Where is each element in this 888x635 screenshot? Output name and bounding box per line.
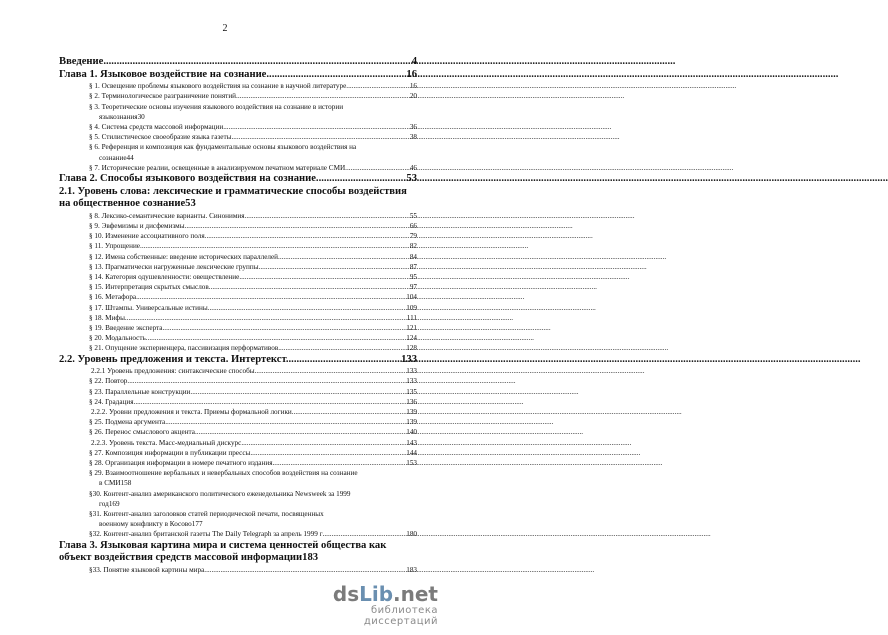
toc-s9[interactable]: [59, 221, 417, 231]
toc-s5[interactable]: [59, 132, 417, 142]
toc-page-number: 36: [409, 123, 417, 131]
toc-s6[interactable]: [59, 142, 417, 162]
toc-dot-leader: [266, 69, 406, 82]
toc-dot-leader: [323, 529, 407, 539]
toc-page-number: 133: [406, 377, 417, 386]
toc-entry-title-line1: §30. Контент-анализ американского политического еженедельника Newsweek за 1999: [89, 489, 351, 498]
toc-entry-title-line2: объект воздействия средств массовой информации: [59, 552, 303, 564]
toc-intro[interactable]: [59, 56, 417, 69]
toc-dot-leader: [241, 272, 410, 282]
toc-page-number: 109: [406, 303, 417, 312]
toc-s22[interactable]: [59, 376, 417, 386]
toc-entry-title-line2: в СМИ: [99, 479, 121, 488]
toc-page-number: 128: [406, 344, 417, 353]
toc-entry-title: § 21. Опущение экспериенцера, пассивизация перформативов.: [89, 344, 281, 353]
toc-s10[interactable]: [59, 231, 417, 241]
toc-page-number: 82: [409, 242, 417, 251]
toc-s16[interactable]: [59, 292, 417, 302]
toc-page-number: 79: [409, 232, 417, 241]
toc-entry-title: § 26. Перенос смыслового акцента: [89, 428, 195, 437]
toc-s14[interactable]: [59, 272, 417, 282]
toc-page-number: 139: [406, 418, 417, 427]
toc-s31[interactable]: [59, 509, 417, 529]
toc-dot-leader: [125, 313, 407, 323]
toc-page-number: 180: [406, 530, 417, 539]
toc-chapter-3[interactable]: [59, 540, 417, 565]
toc-page-number: 133: [406, 367, 417, 376]
toc-dot-leader: [316, 173, 406, 186]
toc-page-number: 104: [406, 293, 417, 302]
toc-page-number: 183: [406, 565, 417, 574]
toc-entry-title: § 5. Стилистическое своеобразие языка газеты: [89, 133, 232, 142]
toc-chapter-2[interactable]: [59, 173, 417, 186]
toc-page-number: 143: [406, 438, 417, 447]
toc-entry-title: § 14. Категория одушевленности: овеществление.: [89, 273, 242, 282]
dslib-subtitle: библиотека диссертаций: [363, 605, 438, 627]
toc-s13[interactable]: [59, 262, 417, 272]
toc-entry-title: 2.2. Уровень предложения и текста. Интертекст.: [59, 353, 289, 365]
toc-page-number: 153: [406, 459, 417, 468]
toc-page-number: 124: [406, 334, 417, 343]
dslib-logo: dsLib.net: [332, 582, 438, 606]
toc-s4[interactable]: [59, 122, 417, 132]
toc-entry-title: § 2. Терминологическое разграничение понятий: [89, 92, 237, 101]
toc-page-number: 140: [406, 428, 417, 437]
toc-entry-title-line1: 2.1. Уровень слова: лексические и грамматические способы воздействия: [59, 185, 407, 197]
toc-s25[interactable]: [59, 417, 417, 427]
toc-entry-title: Глава 2. Способы языкового воздействия на сознание: [59, 173, 316, 185]
toc-entry-title: § 22. Повтор: [89, 377, 128, 386]
toc-s24[interactable]: [59, 397, 417, 407]
toc-entry-title-line1: §31. Контент-анализ заголовков статей периодической печати, посвященных: [89, 510, 324, 519]
toc-dot-leader: [185, 221, 410, 231]
toc-dot-leader: [278, 252, 410, 262]
toc-s29[interactable]: [59, 468, 417, 488]
toc-entry-title: § 9. Эвфемизмы и дисфемизмы: [89, 222, 185, 230]
toc-s11[interactable]: [59, 241, 417, 251]
toc-chapter-1[interactable]: [59, 69, 417, 82]
toc-page-number: 16: [409, 82, 417, 91]
toc-dot-leader: [162, 323, 406, 333]
toc-page-number: 158: [120, 479, 132, 488]
toc-s15[interactable]: [59, 282, 417, 292]
toc-s20[interactable]: [59, 333, 417, 343]
toc-s12[interactable]: [59, 252, 417, 262]
toc-entry-title: § 23. Параллельные конструкции: [89, 387, 191, 396]
toc-s19[interactable]: [59, 323, 417, 333]
toc-2-2-2[interactable]: [59, 407, 417, 417]
toc-page-number: 16: [406, 68, 417, 80]
toc-dot-leader: [165, 417, 406, 427]
toc-page-number: 84: [409, 252, 417, 261]
toc-dot-leader: [146, 333, 406, 343]
toc-entry-title: § 27. Композиция информации в публикации прессы.: [89, 448, 253, 457]
toc-entry-title: § 11. Упрощение: [89, 242, 141, 251]
toc-section-2-1[interactable]: [59, 186, 417, 211]
toc-entry-title: § 16. Метафора: [89, 293, 137, 302]
toc-entry-title: § 20. Модальность: [89, 334, 146, 343]
toc-dot-leader: [259, 262, 410, 272]
toc-entry-title: § 15. Интерпретация скрытых смыслов: [89, 283, 209, 292]
toc-s32[interactable]: [59, 529, 417, 539]
toc-dot-leader: [252, 448, 406, 458]
toc-page-number: 4: [411, 56, 417, 67]
toc-page-number: 55: [409, 211, 417, 220]
toc-s1[interactable]: [59, 81, 417, 91]
toc-entry-title: Глава 1. Языковое воздействие на сознание: [59, 68, 267, 80]
toc-entry-title: 2.2.2. Уровни предложения и текста. Приемы формальной логики.: [91, 408, 294, 417]
toc-2-2-1[interactable]: [59, 366, 417, 376]
toc-entry-title: § 4. Система средств массовой информации: [89, 123, 224, 131]
toc-entry-title: § 28. Организация информации в номере печатного издания.: [89, 459, 275, 468]
toc-dot-leader: [348, 81, 410, 91]
toc-2-2-3[interactable]: [59, 438, 417, 448]
toc-page-number: 46: [409, 163, 417, 172]
toc-entry-title-line1: § 29. Взаимоотношение вербальных и невербальных способов воздействия на сознание: [89, 469, 358, 478]
toc-dot-leader: [136, 292, 406, 302]
toc-dot-leader: [289, 354, 402, 367]
toc-entry-title: § 8. Лексико-семантические варианты. Синонимия.: [89, 211, 247, 220]
toc-entry-title-line2: военному конфликту в Косово: [99, 520, 192, 529]
toc-entry-title: 2.2.1 Уровень предложения: синтаксические способы.: [91, 367, 257, 376]
toc-s30[interactable]: [59, 489, 417, 509]
toc-s17[interactable]: [59, 303, 417, 313]
toc-page-number: 44: [126, 153, 134, 162]
toc-section-2-2[interactable]: [59, 354, 417, 367]
toc-entry-title-line1: § 3. Теоретические основы изучения языкового воздействия на сознание в истории: [89, 102, 344, 111]
toc-page-number: 97: [409, 283, 417, 292]
toc-dot-leader: [205, 231, 410, 241]
toc-s26[interactable]: [59, 427, 417, 437]
toc-dot-leader: [208, 303, 407, 313]
toc-s2[interactable]: [59, 91, 417, 101]
toc-page-number: 133: [401, 353, 417, 365]
toc-entry-title: § 1. Освещение проблемы языкового воздействия на сознание в научной литературе.: [89, 82, 349, 91]
toc-page-number: 66: [409, 222, 417, 230]
toc-s18[interactable]: [59, 313, 417, 323]
toc-s7[interactable]: [59, 163, 417, 173]
toc-page-number: 30: [137, 112, 145, 121]
toc-entry-title-line2: языкознания: [99, 112, 138, 121]
toc-dot-leader: [294, 407, 407, 417]
toc-page-number: 53: [406, 173, 417, 185]
toc-dot-leader: [236, 91, 410, 101]
dslib-watermark: [318, 583, 438, 627]
toc-entry-title: § 18. Мифы: [89, 313, 125, 322]
toc-dot-leader: [127, 376, 406, 386]
toc-entry-title: §32. Контент-анализ британской газеты The Daily Telegraph за апрель 1999 г: [89, 530, 323, 539]
toc-page-number: 95: [409, 273, 417, 282]
toc-page-number: 53: [185, 198, 196, 210]
page-number: 2: [222, 23, 228, 34]
toc-dot-leader: [140, 241, 410, 251]
toc-entry-title-line1: § 6. Референция и композиция как фундаментальные основы языкового воздействия на: [89, 143, 357, 152]
toc-entry-title-line2: сознание: [99, 153, 127, 162]
toc-dot-leader: [135, 397, 406, 407]
toc-s23[interactable]: [59, 387, 417, 397]
toc-entry-title: § 25. Подмена аргумента: [89, 418, 166, 427]
toc-entry-title: § 17. Штампы. Универсальные истины: [89, 303, 208, 312]
toc-page-number: 121: [406, 324, 417, 333]
toc-s28[interactable]: [59, 458, 417, 468]
toc-entry-title: §33. Понятие языковой картины мира.: [89, 565, 207, 574]
toc-page-number: 87: [409, 262, 417, 271]
toc-page-number: 38: [409, 133, 417, 142]
toc-dot-leader: [345, 163, 410, 173]
toc-entry-title: § 12. Имена собственные: введение исторических параллелей: [89, 252, 279, 261]
table-of-contents: [59, 56, 417, 575]
toc-page-number: 139: [406, 408, 417, 417]
toc-entry-title: § 10. Изменение ассоциативного поля: [89, 232, 205, 241]
toc-dot-leader: [280, 343, 406, 353]
toc-dot-leader: [256, 366, 406, 376]
toc-s21[interactable]: [59, 343, 417, 353]
toc-s27[interactable]: [59, 448, 417, 458]
toc-page-number: 144: [406, 448, 417, 457]
toc-dot-leader: [243, 438, 406, 448]
toc-s8[interactable]: [59, 211, 417, 221]
toc-dot-leader: [190, 387, 406, 397]
toc-page-number: 135: [406, 387, 417, 396]
toc-page-number: 111: [406, 313, 417, 322]
toc-dot-leader: [209, 282, 410, 292]
toc-entry-title-line2: на общественное сознание: [59, 198, 186, 210]
toc-entry-title: § 13. Прагматически нагруженные лексические группы: [89, 262, 259, 271]
toc-dot-leader: [223, 122, 410, 132]
toc-entry-title: § 19. Введение эксперта: [89, 324, 163, 333]
toc-page-number: 136: [406, 397, 417, 406]
toc-dot-leader: [206, 565, 406, 575]
toc-page-number: 169: [108, 499, 120, 508]
toc-dot-leader: [246, 211, 409, 221]
toc-entry-title: 2.2.3. Уровень текста. Масс-медиальный дискурс.: [91, 438, 244, 447]
toc-s33[interactable]: [59, 565, 417, 575]
toc-dot-leader: [231, 132, 409, 142]
toc-page-number: 20: [409, 92, 417, 101]
toc-entry-title-line1: Глава 3. Языковая картина мира и система ценностей общества как: [59, 539, 387, 551]
toc-entry-title: Введение: [59, 56, 104, 67]
toc-s3[interactable]: [59, 102, 417, 122]
toc-entry-title: § 24. Градация.: [89, 397, 136, 406]
toc-dot-leader: [103, 56, 411, 69]
toc-page-number: 177: [191, 520, 203, 529]
toc-dot-leader: [274, 458, 406, 468]
toc-entry-title: § 7. Исторические реалии, освещенные в анализируемом печатном материале СМИ: [89, 163, 346, 172]
toc-page-number: 183: [302, 552, 319, 564]
toc-dot-leader: [195, 427, 406, 437]
toc-entry-title-line2: год: [99, 499, 109, 508]
